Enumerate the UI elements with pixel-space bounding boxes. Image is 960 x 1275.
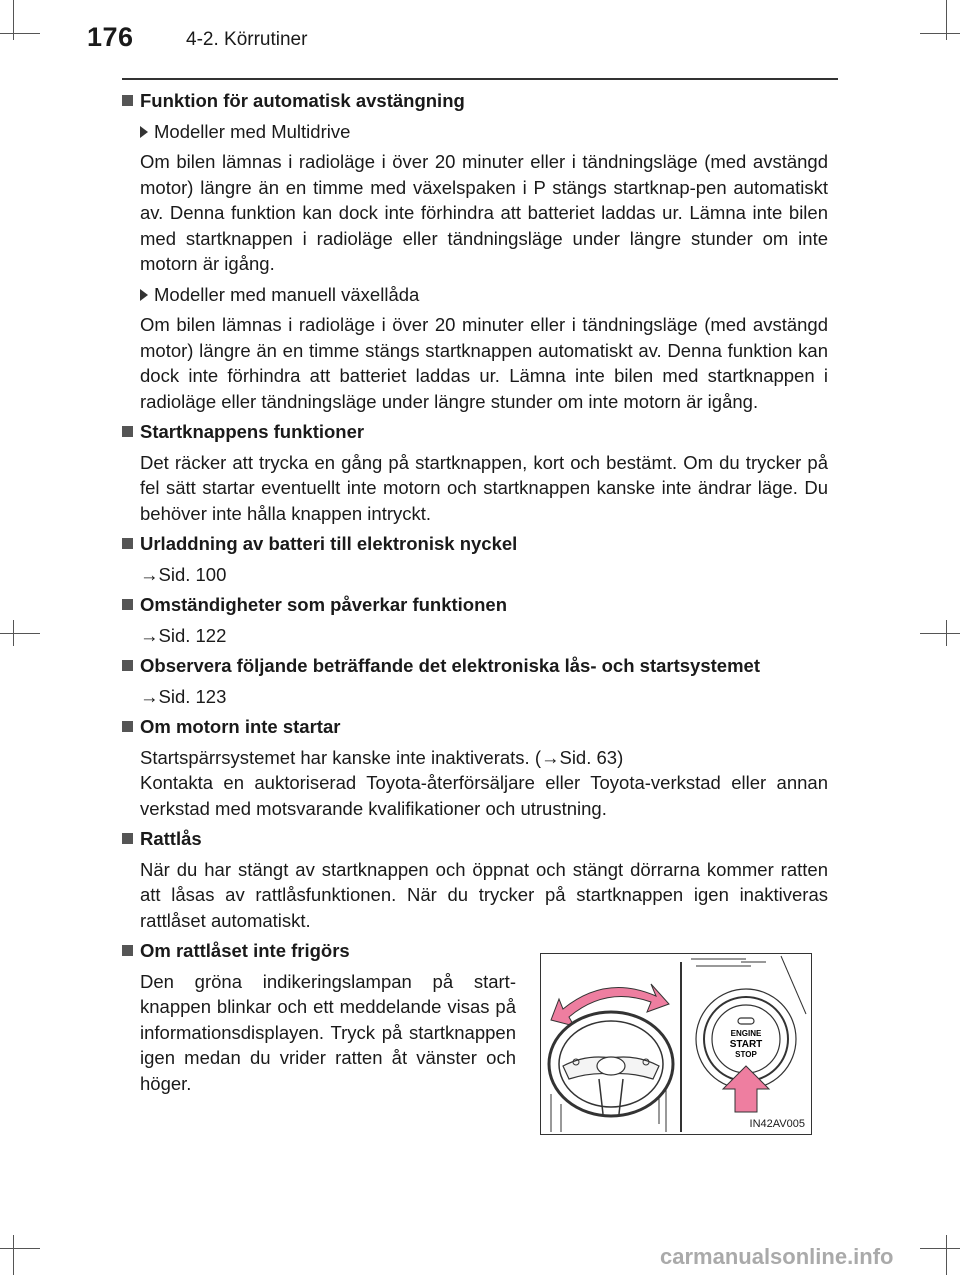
section-heading [122,419,828,445]
section-heading [122,88,828,114]
heading-text: Observera följande beträffande det elektroniska lås- och startsystemet [140,655,760,676]
square-bullet-icon [122,95,133,106]
page-reference-link[interactable]: →Sid. 123 [140,685,227,707]
paragraph: Om bilen lämnas i radioläge i över 20 minuter eller i tändningsläge (med avstängd motor) längre än en timme stängs startknappen automatiskt av. Denna funktion kan dock inte förhindra att batteriet laddas ur. Lämna inte bilen med startknappen i radioläge eller tändningsläge under längre stunder om inte motorn är igång. [140,314,828,412]
paragraph: Startspärrsystemet har kanske inte inaktiverats. (→Sid. 63) [140,746,624,768]
paragraph: Om bilen lämnas i radioläge i över 20 minuter eller i tändningsläge (med avstängd motor) längre än en timme med växelspaken i P stängs startknap-pen automatiskt av. Denna funktion kan dock inte förhindra att batteriet laddas ur. Lämna inte bilen med startknappen i radioläge eller tändningsläge under längre stunder om inte motorn är igång. [140,151,828,274]
triangle-bullet-icon [140,289,148,301]
heading-text: Omständigheter som påverkar funktionen [140,594,508,615]
section-heading [122,653,828,679]
header-rule [122,78,838,80]
square-bullet-icon [122,721,133,732]
watermark: carmanualsonline.info [660,1244,894,1269]
steering-wheel-start-button-illustration [540,953,812,1135]
button-label-line1: ENGINE [730,1029,762,1038]
heading-text: Funktion för automatisk avstängning [140,90,465,111]
page-reference-link[interactable]: →Sid. 122 [140,624,227,646]
figure-code: IN42AV005 [749,1118,805,1130]
square-bullet-icon [122,426,133,437]
section-heading [122,592,828,618]
subheading [122,119,828,145]
button-label-line3: STOP [735,1050,757,1059]
section-heading [122,826,828,852]
square-bullet-icon [122,833,133,844]
square-bullet-icon [122,538,133,549]
page-reference-link[interactable]: →Sid. 100 [140,563,227,585]
paragraph: Det räcker att trycka en gång på startknappen, kort och bestämt. Om du trycker på fel sätt startar eventuellt inte motorn och startknappen kanske inte ändrar läge. Du behöver inte hålla knappen intryckt. [140,451,828,524]
subheading-text: Modeller med Multidrive [154,120,351,142]
paragraph: Kontakta en auktoriserad Toyota-återförsäljare eller Toyota-verkstad eller annan verkstad med motsvarande kvalifikationer och utrustning. [140,772,828,819]
heading-text: Urladdning av batteri till elektronisk nyckel [140,533,518,554]
square-bullet-icon [122,599,133,610]
paragraph: Den gröna indikeringslampan på start-knappen blinkar och ett meddelande visas på informationsdisplayen. Tryck på startknappen igen medan du vrider ratten åt vänster och höger. [140,970,516,1094]
heading-text: Om motorn inte startar [140,716,341,737]
section-heading [122,531,828,557]
subheading [122,282,828,308]
page-number: 176 [87,22,134,52]
paragraph: När du har stängt av startknappen och öppnat och stängt dörrarna kommer ratten att låsas av rattlåsfunktionen. När du trycker på startknappen igen inaktiveras rattlåset automatiskt. [140,858,828,931]
square-bullet-icon [122,945,133,956]
subheading-text: Modeller med manuell växellåda [154,283,420,305]
triangle-bullet-icon [140,126,148,138]
button-label-line2: START [729,1039,763,1050]
heading-text: Rattlås [140,828,202,849]
heading-text: Om rattlåset inte frigörs [140,940,350,961]
heading-text: Startknappens funktioner [140,421,365,442]
illustration-svg [541,954,811,1134]
section-heading [122,714,828,740]
chapter-title: 4-2. Körrutiner [186,29,308,50]
square-bullet-icon [122,660,133,671]
